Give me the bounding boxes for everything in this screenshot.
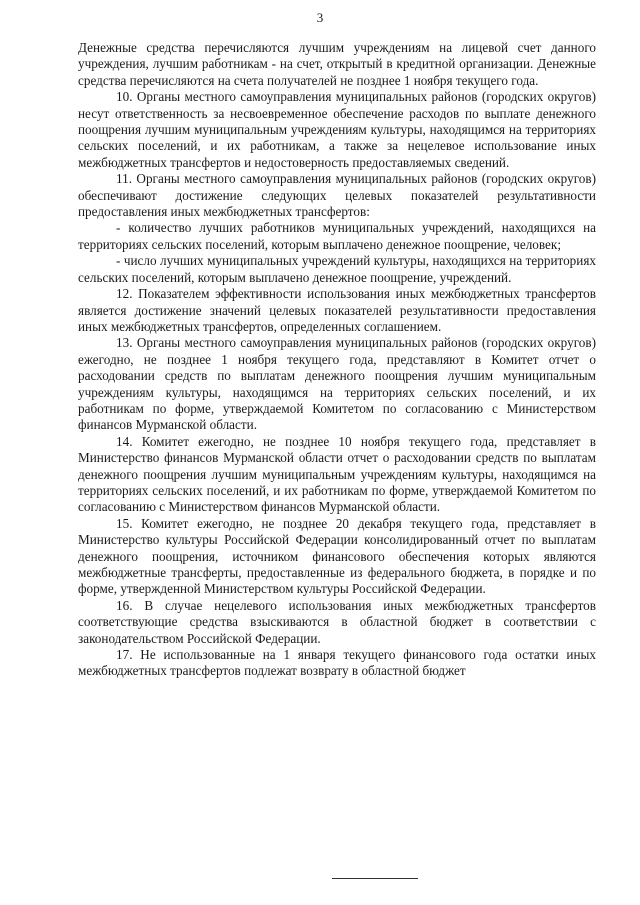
paragraph-intro: Денежные средства перечисляются лучшим учреждениям на лицевой счет данного учреждения, лучшим работникам - на счет, открытый в кредитной организации. Денежные средства перечисляются на счета получателей не позднее 1 ноября текущего года.	[78, 40, 596, 88]
paragraph-10: 10. Органы местного самоуправления муниципальных районов (городских округов) несут ответственность за несвоевременное обеспечение расходов по выплате денежного поощрения лучшим муниципальным учреждениям культуры, находящимся на территориях сельских поселений, и их работникам, а также за нецелевое использование иных межбюджетных трансфертов и недостоверность предоставляемых сведений.	[78, 89, 596, 170]
paragraph-15: 15. Комитет ежегодно, не позднее 20 декабря текущего года, представляет в Министерство культуры Российской Федерации консолидированный отчет по выплатам денежного поощрения, источником финансового обеспечения которых являются межбюджетные трансферты, предоставленные из федерального бюджета, в порядке и по форме, утвержденной Министерством культуры Российской Федерации.	[78, 515, 596, 597]
paragraph-13: 13. Органы местного самоуправления муниципальных районов (городских округов) ежегодно, не позднее 1 ноября текущего года, представляют в Комитет отчет о расходовании средств по выплатам денежного поощрения лучшим муниципальным учреждениям культуры, находящимся на территориях сельских поселений, и их работникам по форме, утверждаемой Комитетом по согласованию с Министерством финансов Мурманской области.	[78, 335, 596, 433]
document-body	[78, 40, 596, 680]
paragraph-11-item-2: - число лучших муниципальных учреждений культуры, находящихся на территориях сельских поселений, которым выплачено денежное поощрение, учреждений.	[78, 253, 596, 285]
paragraph-11-item-1: - количество лучших работников муниципальных учреждений, находящихся на территориях сельских поселений, которым выплачено денежное поощрение, человек;	[78, 220, 596, 252]
paragraph-17: 17. Не использованные на 1 января текущего финансового года остатки иных межбюджетных трансфертов подлежат возврату в областной бюджет	[78, 647, 596, 679]
paragraph-16: 16. В случае нецелевого использования иных межбюджетных трансфертов соответствующие средства взыскиваются в областной бюджет в соответствии с законодательством Российской Федерации.	[78, 597, 596, 646]
paragraph-12: 12. Показателем эффективности использования иных межбюджетных трансфертов является достижение значений целевых показателей результативности предоставления иных межбюджетных трансфертов, определенных соглашением.	[78, 286, 596, 334]
paragraph-14: 14. Комитет ежегодно, не позднее 10 ноября текущего года, представляет в Министерство финансов Мурманской области отчет о расходовании средств по выплатам денежного поощрения лучшим муниципальным учреждениям культуры, находящимся на территориях сельских поселений, и их работникам по форме, утверждаемой Комитетом по согласованию с Министерством финансов Мурманской области.	[78, 433, 596, 515]
paragraph-11: 11. Органы местного самоуправления муниципальных районов (городских округов) обеспечивают достижение следующих целевых показателей результативности предоставления иных межбюджетных трансфертов:	[78, 171, 596, 220]
footer-divider	[332, 878, 418, 879]
page-number: 3	[316, 10, 324, 25]
